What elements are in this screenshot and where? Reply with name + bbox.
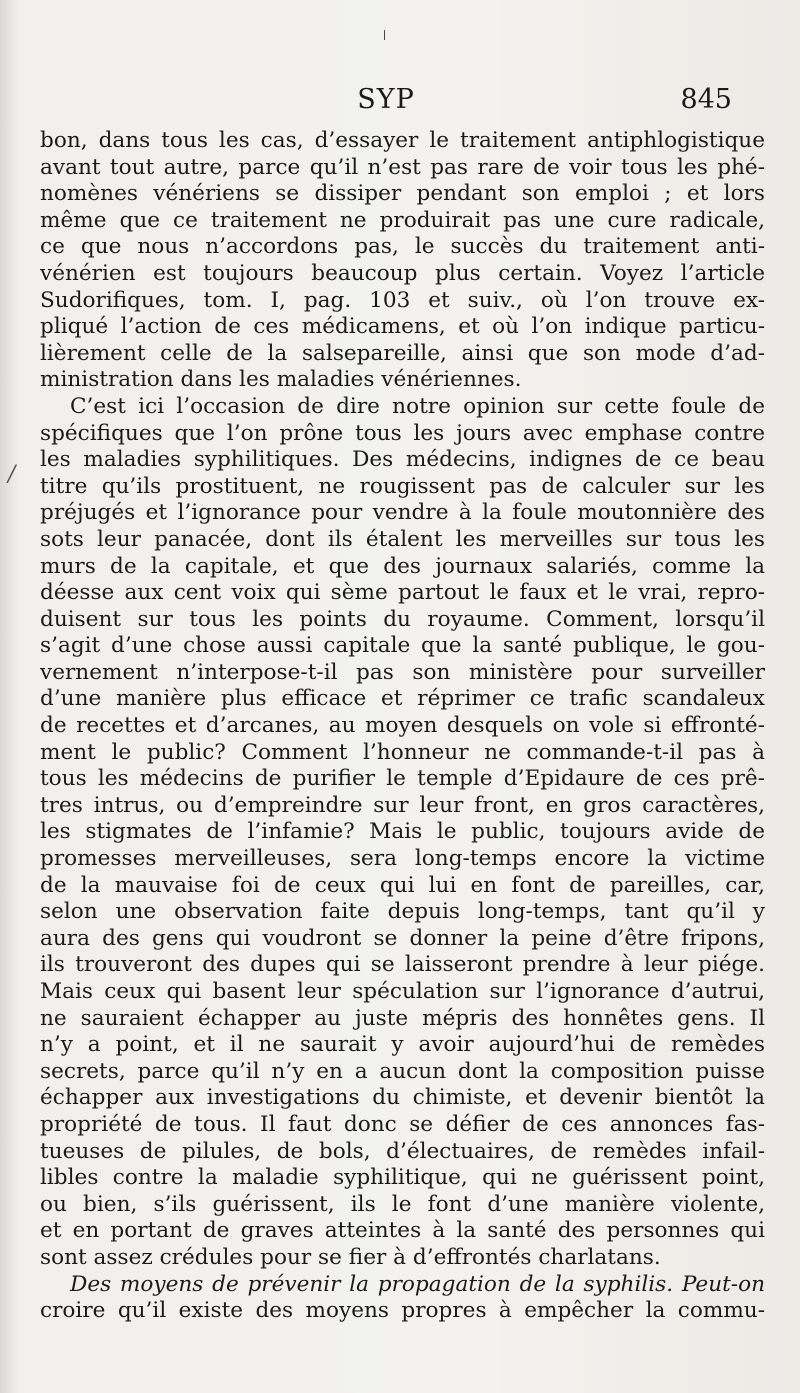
text-line: vénérien est toujours beaucoup plus certain. Voyez l’article bbox=[40, 260, 765, 286]
text-line: de la mauvaise foi de ceux qui lui en font de pareilles, car, bbox=[40, 872, 765, 898]
text-line: bon, dans tous les cas, d’essayer le traitement antiphlogistique bbox=[40, 128, 765, 153]
text-line: spécifiques que l’on prône tous les jours avec emphase contre bbox=[40, 420, 765, 446]
text-line: sont assez crédules pour se fier à d’effrontés charlatans. bbox=[40, 1244, 661, 1270]
text-line: d’une manière plus efficace et réprimer ce trafic scandaleux bbox=[40, 686, 765, 712]
text-line: nomènes vénériens se dissiper pendant son emploi ; et lors bbox=[40, 181, 765, 207]
text-line: les stigmates de l’infamie? Mais le public, toujours avide de bbox=[40, 819, 765, 845]
text-line: tueuses de pilules, de bols, d’électuaires, de remèdes infail- bbox=[40, 1138, 765, 1164]
text-line: sots leur panacée, dont ils étalent les merveilles sur tous les bbox=[40, 526, 765, 552]
text-line: libles contre la maladie syphilitique, qui ne guérissent point, bbox=[40, 1165, 765, 1191]
top-mark bbox=[384, 30, 385, 40]
text-line: échapper aux investigations du chimiste, et devenir bientôt la bbox=[40, 1085, 765, 1111]
text-line: ce que nous n’accordons pas, le succès du traitement anti- bbox=[40, 234, 765, 260]
page-number: 845 bbox=[680, 84, 732, 115]
text-line: duisent sur tous les points du royaume. Comment, lorsqu’il bbox=[40, 606, 765, 632]
text-line: secrets, parce qu’il n’y en a aucun dont la composition puisse bbox=[40, 1058, 765, 1084]
text-line: promesses merveilleuses, sera long-temps encore la victime bbox=[40, 846, 765, 872]
section-heading-line: Des moyens de prévenir la propagation de la syphilis. Peut-on bbox=[70, 1271, 765, 1297]
text-line: avant tout autre, parce qu’il n’est pas rare de voir tous les phé- bbox=[40, 154, 765, 180]
running-title: SYP bbox=[357, 84, 415, 115]
text-line: les maladies syphilitiques. Des médecins, indignes de ce beau bbox=[40, 447, 765, 473]
text-line: ils trouveront des dupes qui se laisseront prendre à leur piége. bbox=[40, 952, 765, 978]
text-line: C’est ici l’occasion de dire notre opinion sur cette foule de bbox=[70, 393, 765, 419]
running-head bbox=[40, 84, 732, 124]
text-line: de recettes et d’arcanes, au moyen desquels on vole si effronté- bbox=[40, 713, 765, 739]
body-text bbox=[40, 128, 765, 1325]
text-line: murs de la capitale, et que des journaux salariés, comme la bbox=[40, 553, 765, 579]
text-line: ministration dans les maladies vénériennes. bbox=[40, 367, 522, 393]
text-line: ou bien, s’ils guérissent, ils le font d’une manière violente, bbox=[40, 1191, 765, 1217]
text-line: Sudorifiques, tom. I, pag. 103 et suiv., où l’on trouve ex- bbox=[40, 287, 765, 313]
text-line: ne sauraient échapper au juste mépris des honnêtes gens. Il bbox=[40, 1005, 765, 1031]
text-line: ment le public? Comment l’honneur ne commande-t-il pas à bbox=[40, 739, 765, 765]
text-line: titre qu’ils prostituent, ne rougissent pas de calculer sur les bbox=[40, 473, 765, 499]
text-line: tous les médecins de purifier le temple d’Epidaure de ces prê- bbox=[40, 766, 765, 792]
text-line: lièrement celle de la salsepareille, ainsi que son mode d’ad- bbox=[40, 340, 765, 366]
text-line: pliqué l’action de ces médicamens, et où l’on indique particu- bbox=[40, 314, 765, 340]
text-line: tres intrus, ou d’empreindre sur leur front, en gros caractères, bbox=[40, 792, 765, 818]
text-line: préjugés et l’ignorance pour vendre à la foule moutonnière des bbox=[40, 500, 765, 526]
text-line: croire qu’il existe des moyens propres à empêcher la commu- bbox=[40, 1298, 765, 1324]
text-line: propriété de tous. Il faut donc se défier de ces annonces fas- bbox=[40, 1111, 765, 1137]
text-line: n’y a point, et il ne saurait y avoir aujourd’hui de remèdes bbox=[40, 1032, 765, 1058]
text-line: Mais ceux qui basent leur spéculation sur l’ignorance d’autrui, bbox=[40, 979, 765, 1004]
text-line: vernement n’interpose-t-il pas son ministère pour surveiller bbox=[40, 659, 765, 685]
margin-mark: / bbox=[8, 462, 16, 487]
text-line: et en portant de graves atteintes à la santé des personnes qui bbox=[40, 1218, 765, 1244]
text-line: même que ce traitement ne produirait pas une cure radicale, bbox=[40, 207, 765, 233]
text-line: déesse aux cent voix qui sème partout le faux et le vrai, repro- bbox=[40, 580, 765, 606]
text-line: s’agit d’une chose aussi capitale que la santé publique, le gou- bbox=[40, 633, 765, 659]
text-line: aura des gens qui voudront se donner la peine d’être fripons, bbox=[40, 925, 765, 951]
text-line: selon une observation faite depuis long-temps, tant qu’il y bbox=[40, 899, 765, 925]
